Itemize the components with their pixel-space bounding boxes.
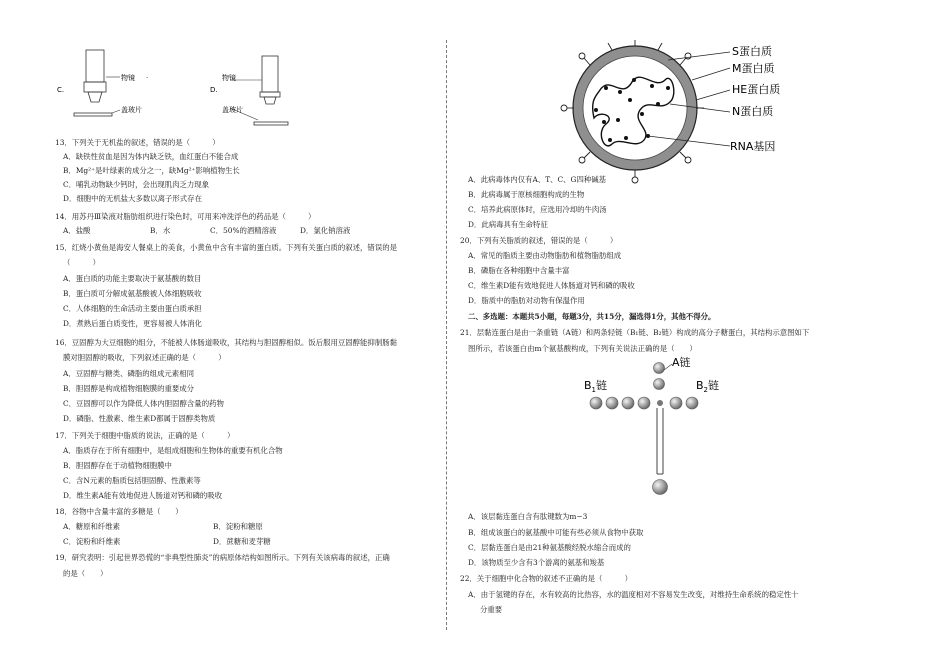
q22-stem: 22．关于细胞中化合物的叙述不正确的是（ ） [460, 574, 633, 583]
objective-label-d: 物镜 [222, 74, 236, 82]
q13-option-a: A．缺铁性贫血是因为体内缺乏铁，血红蛋白不能合成 [63, 152, 239, 161]
label-n-protein: N蛋白质 [732, 105, 774, 118]
q13-stem: 13．下列关于无机盐的叙述，错误的是（ ） [55, 138, 220, 147]
a-chain-bottom [653, 480, 668, 495]
q15-stem-2: （ ） [63, 258, 100, 267]
label-b1-chain: $B_1$链 [584, 379, 608, 394]
q19-option-a: A．此病毒体内仅有A、T、C、G四种碱基 [468, 175, 607, 184]
q15-stem-1: 15．红烧小黄鱼是海安人餐桌上的美食，小黄鱼中含有丰富的蛋白质。下列有关蛋白质的叙述，错误的是 [55, 243, 397, 252]
q13-option-b: B．Mg²⁺是叶绿素的成分之一，缺Mg²⁺影响植物生长 [63, 166, 240, 175]
q16-option-c: C．豆固醇可以作为降低人体内胆固醇含量的药物 [63, 399, 224, 408]
q17-option-c: C．含N元素的脂质包括胆固醇、性激素等 [63, 476, 201, 485]
objective-label-c: 物镜 [121, 74, 135, 82]
coverslip-c [74, 113, 112, 116]
q19-option-d: D．此病毒具有生命特征 [468, 220, 548, 229]
q18-stem: 18．谷物中含量丰富的多糖是（ ） [55, 507, 183, 516]
q18-option-d: D．蔗糖和麦芽糖 [213, 537, 271, 546]
q20-option-d: D．脂质中的脂肪对动物有保温作用 [468, 296, 585, 305]
coverslip-label-c: 盖玻片 [121, 106, 142, 114]
section-heading-multiple-choice: 二、多选题：本题共5小题，每题3分，共15分，漏选得1分，其他不得分。 [468, 312, 716, 321]
q19-stem-2: 的是（ ） [63, 569, 108, 578]
q18-option-c: C．淀粉和纤维素 [63, 537, 121, 546]
q21-option-d: D．该物质至少含有3个游离的氨基和羧基 [468, 558, 605, 567]
q15-option-c: C．人体细胞的生命活动主要由蛋白质承担 [63, 304, 202, 313]
q16-option-d: D．磷脂、性激素、维生素D都属于固醇类物质 [63, 414, 216, 423]
q21-option-c: C．层黏连蛋白是由21种氨基酸经脱水缩合而成的 [468, 543, 631, 552]
option-d-label: D. [210, 86, 218, 94]
column-divider [446, 40, 448, 630]
chain-junction [657, 400, 663, 406]
coverslip-d [254, 122, 288, 125]
q21-option-a: A．该层黏连蛋白含有肽键数为m−3 [468, 512, 588, 521]
q21-option-b: B．组成该蛋白的氨基酸中可能有些必须从食物中获取 [468, 528, 644, 537]
laminin-diagram [580, 356, 740, 506]
label-b2-chain: $B_2$链 [696, 379, 720, 394]
q15-option-b: B．蛋白质可分解成氨基酸被人体细胞吸收 [63, 289, 202, 298]
q19-option-b: B．此病毒属于原核细胞构成的生物 [468, 190, 585, 199]
q17-option-a: A．脂质存在于所有细胞中，是组成细胞和生物体的重要有机化合物 [63, 446, 283, 455]
q14-option-c: C．50%的酒精溶液 [210, 226, 277, 235]
q14-option-a: A．盐酸 [63, 226, 91, 235]
q19-option-c: C．培养此病原体时，应选用冷却的牛肉汤 [468, 205, 607, 214]
q16-stem-2: 膜对胆固醇的吸收，下列叙述正确的是（ ） [63, 353, 226, 362]
q16-stem-1: 16．豆固醇为大豆细胞的组分，不能被人体肠道吸收，其结构与胆固醇相似。饭后服用豆固醇能抑制肠黏 [55, 338, 397, 347]
objective-dot-c: · [146, 74, 149, 82]
q14-option-b: B．水 [150, 226, 171, 235]
option-c-label: C. [57, 86, 65, 94]
q13-option-d: D．细胞中的无机盐大多数以离子形式存在 [63, 194, 202, 203]
label-s-protein: S蛋白质 [732, 45, 772, 58]
q15-option-a: A．蛋白质的功能主要取决于氨基酸的数目 [63, 274, 202, 283]
q21-stem-1: 21．层黏连蛋白是由一条重链（A链）和两条轻链（B₁链、B₂链）构成的高分子糖蛋白，其结构示意图如下 [460, 328, 810, 337]
q19-stem-1: 19．研究表明：引起世界恐慌的“非典型性肺炎”的病原体结构如图所示。下列有关该病毒的叙述，正确 [55, 553, 390, 562]
label-he-protein: HE蛋白质 [732, 83, 781, 96]
q17-option-d: D．维生素A能有效地促进人肠道对钙和磷的吸收 [63, 491, 223, 500]
a-chain-top [654, 363, 665, 390]
q13-option-c: C．哺乳动物缺少钙时，会出现肌肉乏力现象 [63, 180, 210, 189]
q16-option-b: B．胆固醇是构成植物细胞膜的重要成分 [63, 384, 195, 393]
label-m-protein: M蛋白质 [732, 62, 775, 75]
microscope-diagram [0, 0, 445, 135]
q16-option-a: A．豆固醇与糖类、磷脂的组成元素相同 [63, 369, 194, 378]
q22-option-a-line-2: 分重要 [480, 605, 503, 614]
coiled-shaft [657, 408, 663, 474]
q20-option-a: A．常见的脂质主要由动物脂肪和植物脂肪组成 [468, 251, 622, 260]
q21-stem-2: 图所示，若该蛋白由m个氨基酸构成，下列有关说法正确的是（ ） [468, 344, 697, 353]
q15-option-d: D．煮熟后蛋白质变性，更容易被人体消化 [63, 319, 202, 328]
coverslip-label-d: 盖玻片 [222, 106, 243, 114]
q22-option-a-line-1: A．由于氢键的存在，水有较高的比热容，水的温度相对不容易发生改变，对维持生命系统的稳定性十 [468, 590, 799, 599]
q17-option-b: B．胆固醇存在于动植物细胞膜中 [63, 461, 172, 470]
q14-option-d: D．氯化钠溶液 [300, 226, 351, 235]
q20-option-c: C．维生素D能有效地促进人体肠道对钙和磷的吸收 [468, 281, 635, 290]
microscope-objective-d [260, 56, 280, 104]
q18-option-a: A．糖原和纤维素 [63, 522, 121, 531]
q20-option-b: B．磷脂在各种细胞中含量丰富 [468, 266, 570, 275]
q17-stem: 17．下列关于细胞中脂质的说法，正确的是（ ） [55, 431, 235, 440]
q18-option-b: B．淀粉和糖原 [213, 522, 263, 531]
b-chains [590, 397, 698, 409]
microscope-objective-c [84, 50, 106, 102]
label-a-chain: A链 [672, 356, 691, 369]
q14-stem: 14．用苏丹Ⅲ染液对脂肪组织进行染色时，可用来冲洗浮色的药品是（ ） [55, 212, 316, 221]
label-rna-gene: RNA基因 [730, 140, 776, 153]
q20-stem: 20．下列有关脂质的叙述，错误的是（ ） [460, 236, 618, 245]
